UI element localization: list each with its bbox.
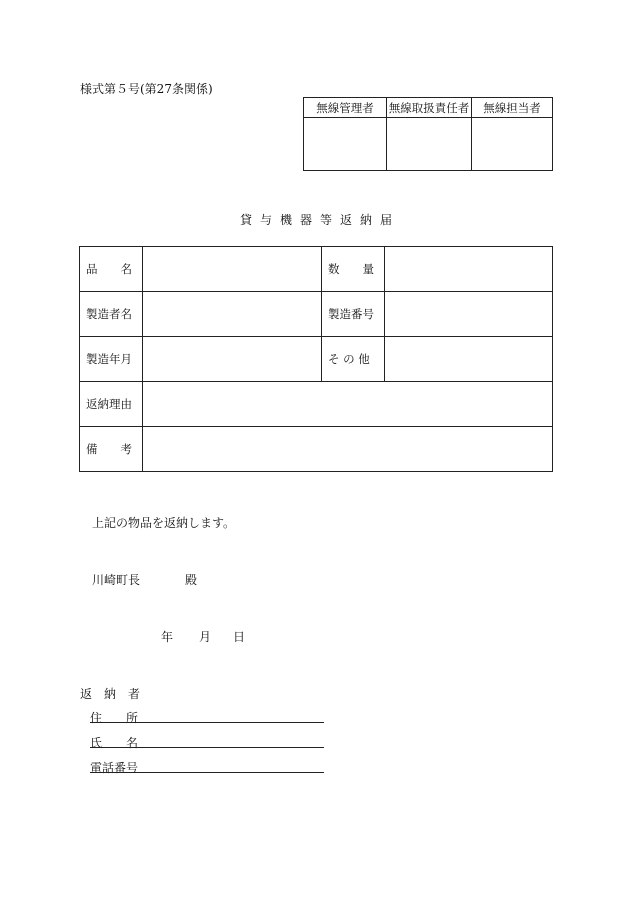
field-manufacturer[interactable] (143, 292, 322, 337)
stamp-cell-radio-staff (472, 118, 553, 171)
stamp-header-radio-operator-chief: 無線取扱責任者 (387, 98, 472, 118)
label-manufacturer: 製造者名 (80, 292, 143, 337)
stamp-cell-radio-operator-chief (387, 118, 472, 171)
label-remarks: 備 考 (80, 427, 143, 472)
label-product-name: 品 名 (80, 247, 143, 292)
equipment-info-table (79, 246, 553, 472)
field-other[interactable] (385, 337, 553, 382)
field-return-reason[interactable] (143, 382, 553, 427)
label-return-reason: 返納理由 (80, 382, 143, 427)
field-manufacture-date[interactable] (143, 337, 322, 382)
field-quantity[interactable] (385, 247, 553, 292)
returner-address-label: 住 所 (90, 711, 139, 725)
date-month: 月 (199, 630, 212, 644)
returner-address-line[interactable] (90, 722, 324, 723)
label-manufacture-date: 製造年月 (80, 337, 143, 382)
label-quantity: 数 量 (322, 247, 385, 292)
form-title: 貸与機器等返納届 (240, 213, 401, 227)
label-serial-number: 製造番号 (322, 292, 385, 337)
date-year: 年 (161, 630, 174, 644)
returner-name-label: 氏 名 (90, 736, 139, 750)
approval-stamp-table (303, 97, 553, 171)
field-remarks[interactable] (143, 427, 553, 472)
form-number: 様式第５号(第27条関係) (80, 82, 213, 96)
returner-heading: 返 納 者 (80, 687, 141, 701)
returner-name-line[interactable] (90, 747, 324, 748)
stamp-header-radio-staff: 無線担当者 (472, 98, 553, 118)
returner-phone-line[interactable] (90, 772, 324, 773)
date-day: 日 (233, 630, 246, 644)
returner-phone-label: 電話番号 (90, 761, 139, 775)
stamp-header-radio-manager: 無線管理者 (304, 98, 387, 118)
addressee: 川崎町長 (92, 573, 141, 587)
field-product-name[interactable] (143, 247, 322, 292)
return-statement: 上記の物品を返納します。 (92, 516, 236, 530)
stamp-cell-radio-manager (304, 118, 387, 171)
label-other: そ の 他 (322, 337, 385, 382)
field-serial-number[interactable] (385, 292, 553, 337)
honorific: 殿 (185, 573, 198, 587)
